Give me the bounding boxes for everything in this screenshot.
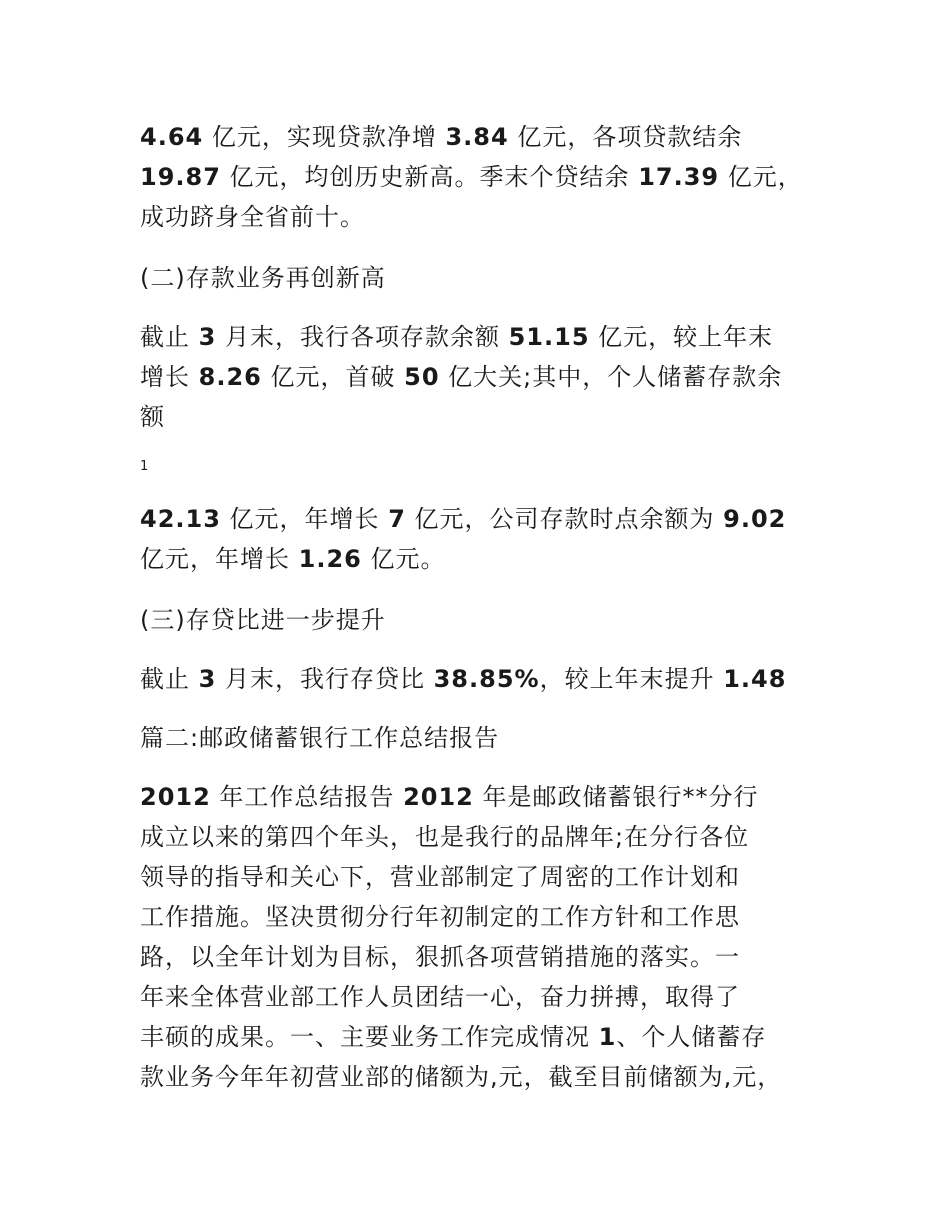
heading-chapter-two: 篇二:邮政储蓄银行工作总结报告 bbox=[140, 724, 500, 752]
text-line bbox=[140, 857, 840, 897]
bold-number: 4.64 bbox=[140, 123, 204, 151]
text-line bbox=[140, 197, 840, 237]
bold-number: 1.26 bbox=[298, 545, 362, 573]
text-run: 亿元，各项贷款结余 bbox=[508, 123, 743, 151]
bold-number: 38.85% bbox=[433, 665, 540, 693]
paragraph-loans bbox=[140, 117, 840, 237]
text-line bbox=[140, 977, 840, 1017]
text-run: 亿元，较上年末 bbox=[589, 323, 774, 351]
text-line bbox=[140, 659, 840, 699]
text-run: 亿元，公司存款时点余额为 bbox=[405, 505, 724, 533]
text-line bbox=[140, 817, 840, 857]
bold-number: 7 bbox=[388, 505, 406, 533]
text-line bbox=[140, 539, 840, 579]
text-line bbox=[140, 157, 840, 197]
text-run: 截止 bbox=[140, 323, 199, 351]
bold-number: 9.02 bbox=[723, 505, 787, 533]
text-run: ，较上年末提升 bbox=[539, 665, 724, 693]
text-line bbox=[140, 117, 840, 157]
text-run: 亿大关;其中，个人储蓄存款余 bbox=[439, 363, 783, 391]
text-run: 成立以来的第四个年头，也是我行的品牌年;在分行各位 bbox=[140, 823, 750, 851]
bold-number: 19.87 bbox=[140, 163, 221, 191]
text-run: 工作措施。坚决贯彻分行年初制定的工作方针和工作思 bbox=[140, 903, 740, 931]
text-run: 亿元，年增长 bbox=[140, 545, 299, 573]
text-run: 截止 bbox=[140, 665, 199, 693]
bold-number: 2012 bbox=[140, 783, 211, 811]
bold-number: 50 bbox=[404, 363, 440, 391]
text-line bbox=[140, 317, 840, 357]
text-run: 领导的指导和关心下，营业部制定了周密的工作计划和 bbox=[140, 863, 740, 891]
bold-number: 17.39 bbox=[638, 163, 720, 191]
text-run: 亿元，首破 bbox=[261, 363, 405, 391]
text-run: 亿元，均创历史新高。季末个贷结余 bbox=[220, 163, 639, 191]
bold-number: 3.84 bbox=[445, 123, 509, 151]
text-run: 年是邮政储蓄银行**分行 bbox=[473, 783, 759, 811]
text-run: 月末，我行存贷比 bbox=[216, 665, 434, 693]
text-run: 款业务今年年初营业部的储额为,元，截至目前储额为,元， bbox=[140, 1063, 783, 1091]
text-run: 成功跻身全省前十。 bbox=[140, 203, 365, 231]
paragraph-deposit-balance bbox=[140, 499, 840, 579]
bold-number: 3 bbox=[198, 665, 217, 693]
text-line bbox=[140, 1057, 840, 1097]
paragraph-summary-report bbox=[140, 777, 840, 1097]
text-line bbox=[140, 357, 840, 397]
text-run: 额 bbox=[140, 403, 165, 431]
text-run: 亿元。 bbox=[361, 545, 446, 573]
text-line bbox=[140, 777, 840, 817]
text-run: 亿元， bbox=[719, 163, 803, 191]
text-run: 路，以全年计划为目标，狠抓各项营销措施的落实。一 bbox=[140, 943, 740, 971]
text-run: 亿元，实现贷款净增 bbox=[203, 123, 446, 151]
text-run: 、个人储蓄存 bbox=[616, 1023, 767, 1051]
text-line bbox=[140, 937, 840, 977]
text-run: 年来全体营业部工作人员团结一心，奋力拼搏，取得了 bbox=[140, 983, 740, 1011]
bold-number: 51.15 bbox=[508, 323, 590, 351]
bold-number: 1.48 bbox=[723, 665, 787, 693]
heading-loan-deposit-ratio: (三)存贷比进一步提升 bbox=[140, 606, 386, 634]
heading-deposits: (二)存款业务再创新高 bbox=[140, 264, 386, 292]
text-line bbox=[140, 1017, 840, 1057]
text-run: 丰硕的成果。一、主要业务工作完成情况 bbox=[140, 1023, 599, 1051]
bold-number: 1 bbox=[598, 1023, 617, 1051]
bold-number: 42.13 bbox=[140, 505, 221, 533]
page-number: 1 bbox=[140, 459, 149, 474]
text-run: 增长 bbox=[140, 363, 199, 391]
bold-number: 3 bbox=[198, 323, 217, 351]
text-line bbox=[140, 397, 840, 437]
paragraph-deposits bbox=[140, 317, 840, 437]
text-line bbox=[140, 897, 840, 937]
text-line bbox=[140, 499, 840, 539]
bold-number: 8.26 bbox=[198, 363, 262, 391]
text-run: 亿元，年增长 bbox=[220, 505, 389, 533]
paragraph-ratio bbox=[140, 659, 840, 699]
text-run: 月末，我行各项存款余额 bbox=[216, 323, 509, 351]
text-run: 年工作总结报告 bbox=[210, 783, 404, 811]
bold-number: 2012 bbox=[403, 783, 474, 811]
